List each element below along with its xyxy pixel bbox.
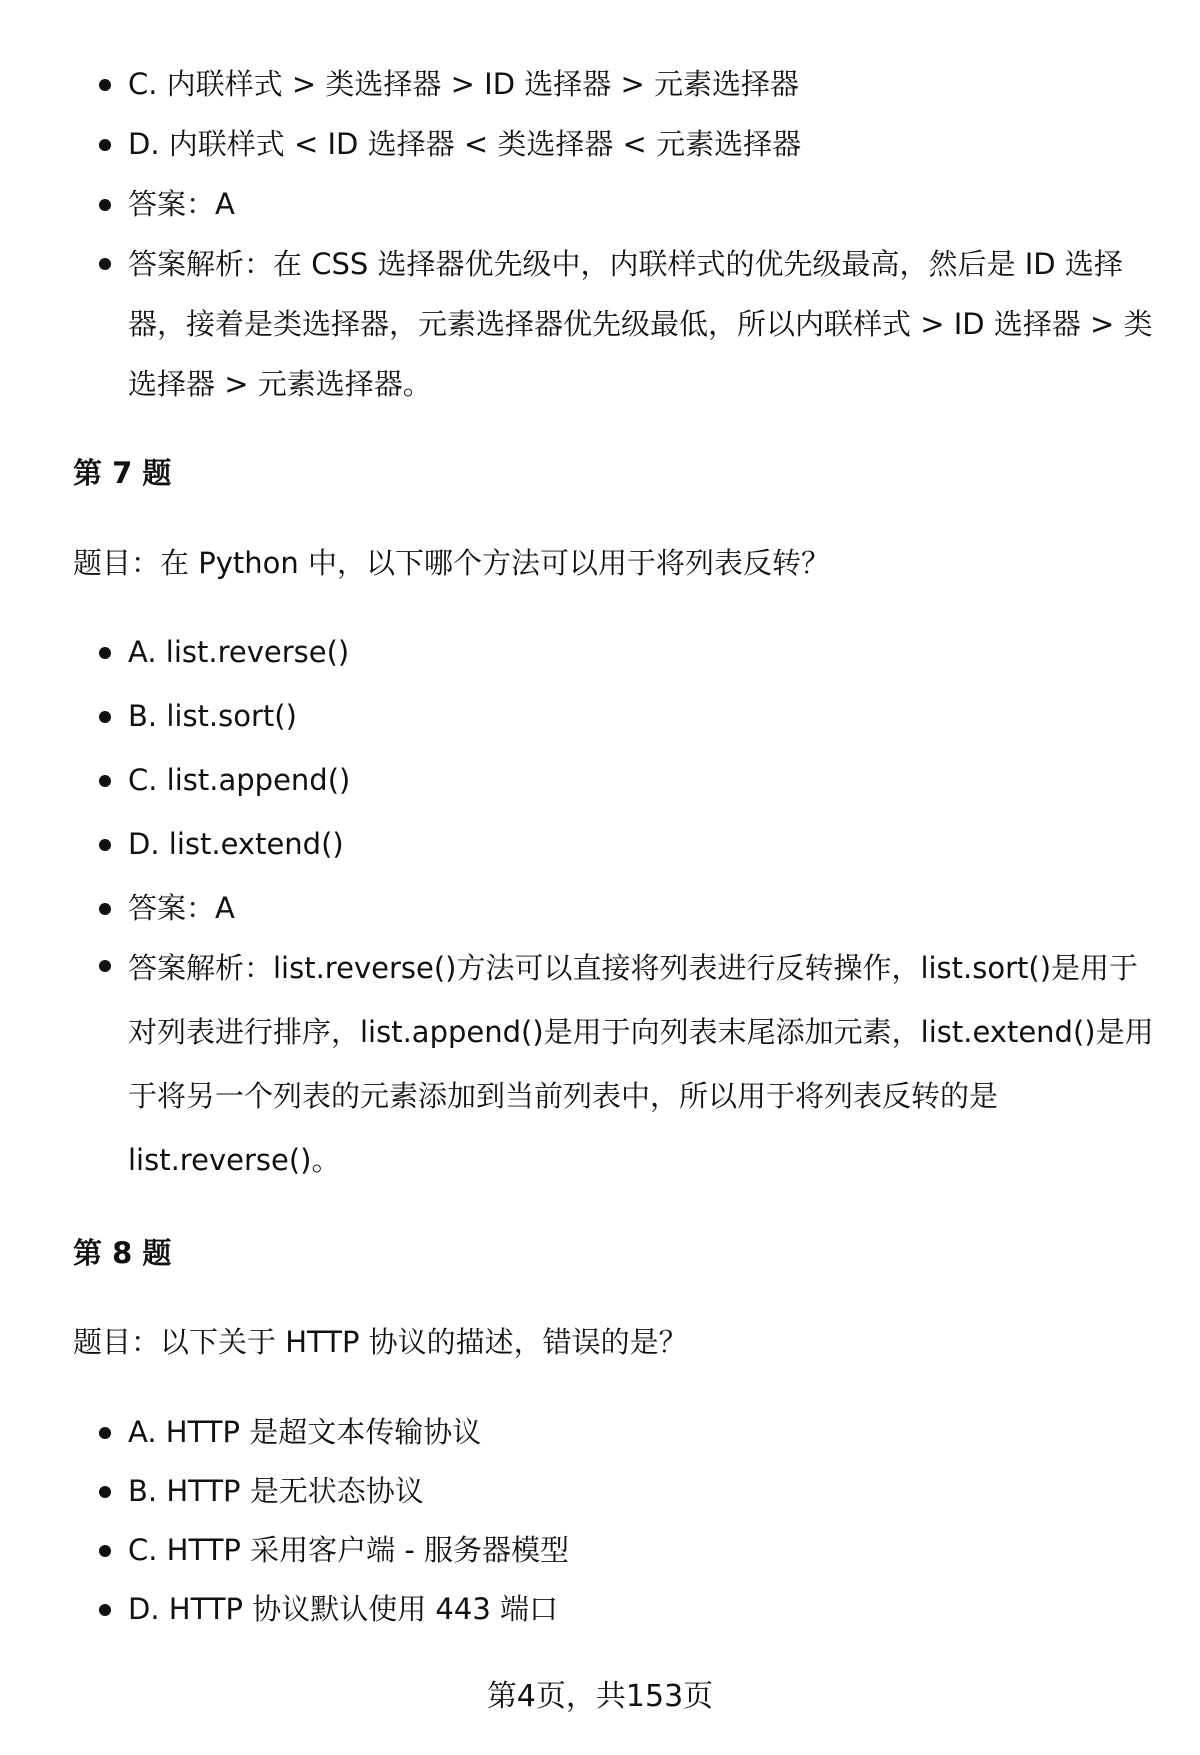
- question-8-heading: 第 8 题: [73, 1236, 172, 1270]
- option-list: [0, 634, 1200, 1192]
- option-b: B. list.sort(): [0, 698, 1200, 734]
- question-7-options: [0, 634, 1200, 1192]
- option-list: [0, 1414, 1200, 1627]
- option-c: C. 内联样式 > 类选择器 > ID 选择器 > 元素选择器: [0, 66, 1200, 102]
- page-number-footer: 第4页，共153页: [486, 1679, 714, 1714]
- option-d: D. HTTP 协议默认使用 443 端口: [0, 1591, 1200, 1627]
- answer-explanation: 答案解析：在 CSS 选择器优先级中，内联样式的优先级最高，然后是 ID 选择器，接着是类选择器，元素选择器优先级最低，所以内联样式 > ID 选择器 > 类选择器 > 元素选择器。: [0, 234, 1200, 414]
- question-8-text: 题目：以下关于 HTTP 协议的描述，错误的是？: [73, 1325, 688, 1359]
- question-8-options: [0, 1414, 1200, 1627]
- answer: 答案：A: [0, 186, 1200, 222]
- answer-explanation: 答案解析：list.reverse()方法可以直接将列表进行反转操作，list.sort()是用于对列表进行排序，list.append()是用于向列表末尾添加元素，list.extend()是用于将另一个列表的元素添加到当前列表中，所以用于将列表反转的是list.reverse()。: [0, 936, 1200, 1192]
- option-list: [0, 66, 1200, 414]
- option-d: D. 内联样式 < ID 选择器 < 类选择器 < 元素选择器: [0, 126, 1200, 162]
- option-d: D. list.extend(): [0, 826, 1200, 862]
- option-a: A. HTTP 是超文本传输协议: [0, 1414, 1200, 1450]
- option-b: B. HTTP 是无状态协议: [0, 1473, 1200, 1509]
- question-7-heading: 第 7 题: [73, 456, 172, 490]
- option-a: A. list.reverse(): [0, 634, 1200, 670]
- question-6-tail: [0, 66, 1200, 414]
- option-c: C. HTTP 采用客户端 - 服务器模型: [0, 1532, 1200, 1568]
- answer: 答案：A: [0, 890, 1200, 926]
- option-c: C. list.append(): [0, 762, 1200, 798]
- question-7-text: 题目：在 Python 中，以下哪个方法可以用于将列表反转？: [73, 546, 830, 580]
